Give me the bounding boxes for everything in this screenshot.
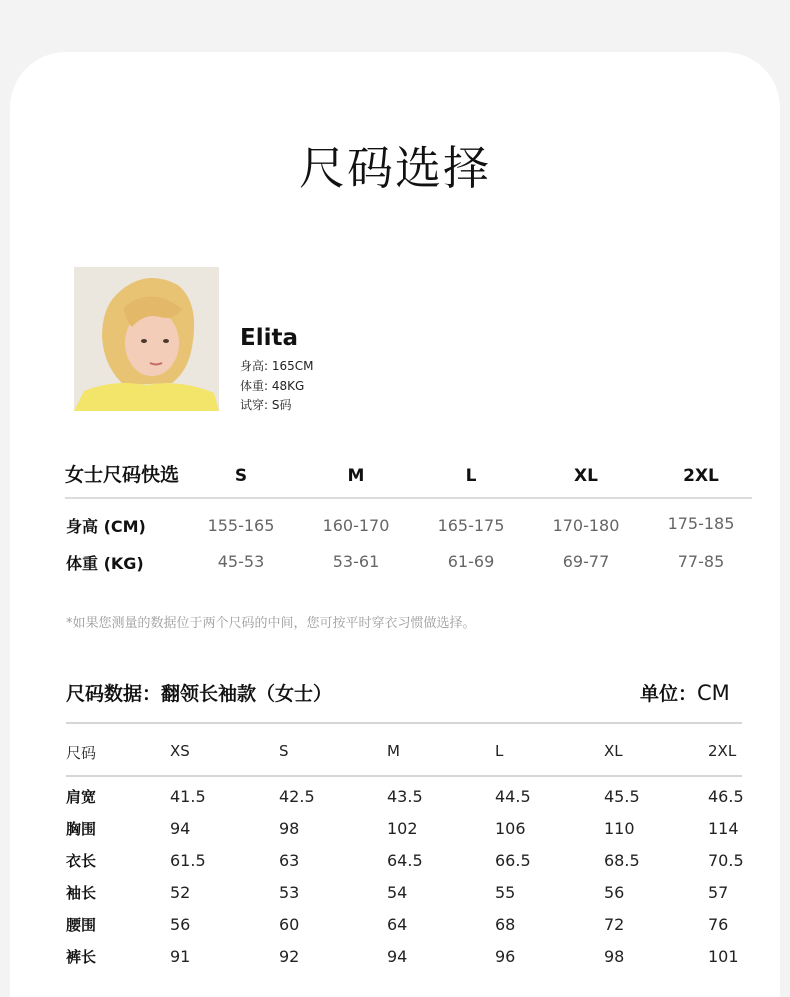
detail-cell: 46.5 xyxy=(708,787,744,806)
quick-cell: 69-77 xyxy=(562,552,610,571)
detail-cell: 53 xyxy=(279,883,300,902)
detail-cell: 114 xyxy=(708,819,739,838)
detail-cell: 60 xyxy=(279,915,300,934)
detail-size-header: XL xyxy=(604,742,623,760)
detail-cell: 64.5 xyxy=(387,851,423,870)
quick-row-label: 体重 (KG) xyxy=(66,554,144,573)
page-title: 尺码选择 xyxy=(299,141,491,195)
detail-cell: 55 xyxy=(495,883,516,902)
detail-cell: 56 xyxy=(604,883,625,902)
detail-row-label: 衣长 xyxy=(66,852,97,870)
detail-cell: 63 xyxy=(279,851,300,870)
quick-size-header: 2XL xyxy=(683,466,719,486)
detail-cell: 57 xyxy=(708,883,729,902)
quick-cell: 170-180 xyxy=(552,516,620,535)
size-note: *如果您测量的数据位于两个尺码的中间，您可按平时穿衣习惯做选择。 xyxy=(66,616,476,631)
detail-cell: 106 xyxy=(495,819,526,838)
detail-row-label: 胸围 xyxy=(66,820,97,838)
quick-table-divider xyxy=(65,497,752,499)
detail-cell: 64 xyxy=(387,915,408,934)
detail-table-top-rule xyxy=(66,722,742,724)
detail-size-header: S xyxy=(279,742,289,760)
detail-cell: 101 xyxy=(708,947,739,966)
detail-cell: 92 xyxy=(279,947,300,966)
detail-size-header: 2XL xyxy=(708,742,737,760)
unit-value: CM xyxy=(697,681,730,705)
detail-cell: 96 xyxy=(495,947,516,966)
detail-cell: 68 xyxy=(495,915,516,934)
detail-size-header: M xyxy=(387,742,400,760)
detail-cell: 41.5 xyxy=(170,787,206,806)
quick-cell: 61-69 xyxy=(447,552,495,571)
quick-table-title: 女士尺码快选 xyxy=(65,464,180,486)
detail-row-label: 腰围 xyxy=(66,916,97,934)
detail-cell: 76 xyxy=(708,915,729,934)
quick-size-header: L xyxy=(465,466,477,486)
detail-header-label: 尺码 xyxy=(66,744,97,762)
detail-cell: 54 xyxy=(387,883,408,902)
detail-cell: 110 xyxy=(604,819,635,838)
detail-cell: 66.5 xyxy=(495,851,531,870)
detail-row-label: 肩宽 xyxy=(66,788,97,806)
detail-cell: 72 xyxy=(604,915,625,934)
detail-cell: 52 xyxy=(170,883,191,902)
quick-cell: 160-170 xyxy=(322,516,390,535)
detail-cell: 43.5 xyxy=(387,787,423,806)
quick-cell: 175-185 xyxy=(667,514,735,533)
quick-size-header: XL xyxy=(574,466,598,486)
detail-table-header-rule xyxy=(66,775,742,777)
unit-label xyxy=(640,679,730,706)
quick-cell: 155-165 xyxy=(207,516,275,535)
quick-cell: 45-53 xyxy=(217,552,265,571)
model-tried-size: 试穿: S码 xyxy=(240,398,292,412)
detail-cell: 45.5 xyxy=(604,787,640,806)
quick-row-label: 身高 (CM) xyxy=(66,517,146,536)
quick-size-header: S xyxy=(234,466,248,486)
detail-size-header: XS xyxy=(170,742,190,760)
detail-cell: 61.5 xyxy=(170,851,206,870)
quick-cell: 53-61 xyxy=(332,552,380,571)
quick-size-header: M xyxy=(347,466,365,486)
detail-cell: 70.5 xyxy=(708,851,744,870)
detail-table-title: 尺码数据：翻领长袖款（女士） xyxy=(66,683,333,705)
detail-cell: 102 xyxy=(387,819,418,838)
model-height: 身高: 165CM xyxy=(240,359,314,373)
model-photo xyxy=(74,267,219,411)
detail-size-header: L xyxy=(495,742,504,760)
model-weight: 体重: 48KG xyxy=(240,379,305,393)
detail-row-label: 袖长 xyxy=(66,884,97,902)
detail-cell: 94 xyxy=(387,947,408,966)
detail-cell: 91 xyxy=(170,947,191,966)
detail-cell: 68.5 xyxy=(604,851,640,870)
detail-cell: 98 xyxy=(279,819,300,838)
quick-cell: 165-175 xyxy=(437,516,505,535)
detail-row-label: 裤长 xyxy=(66,948,97,966)
detail-cell: 42.5 xyxy=(279,787,315,806)
model-name: Elita xyxy=(240,325,298,351)
detail-cell: 44.5 xyxy=(495,787,531,806)
quick-cell: 77-85 xyxy=(677,552,725,571)
detail-cell: 94 xyxy=(170,819,191,838)
unit-label-text: 单位： xyxy=(640,683,698,705)
detail-cell: 98 xyxy=(604,947,625,966)
detail-cell: 56 xyxy=(170,915,191,934)
